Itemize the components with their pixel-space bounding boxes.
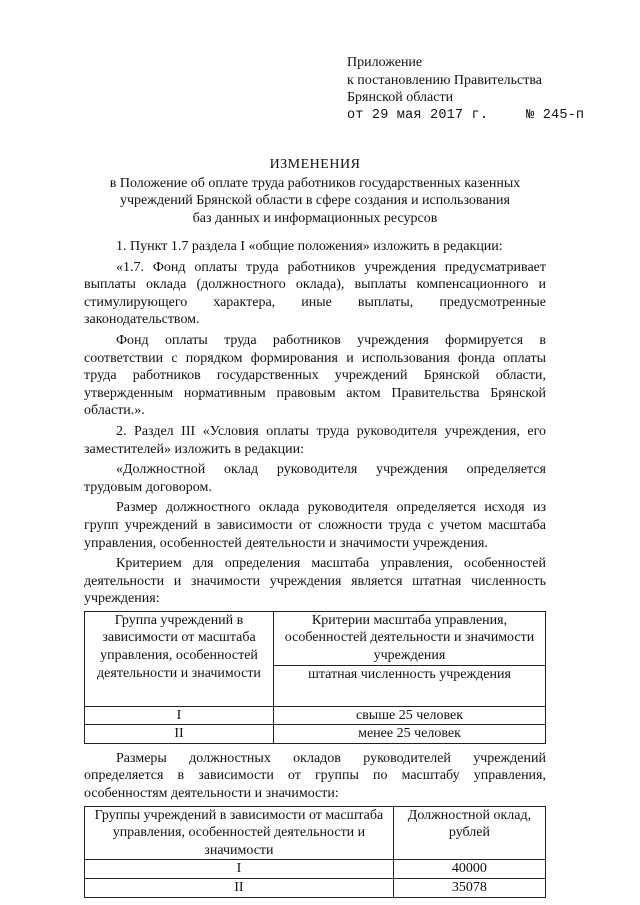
paragraph-1: 1. Пункт 1.7 раздела I «общие положения» изложить в редакции: <box>116 239 503 254</box>
table-cell: менее 25 человек <box>274 725 546 744</box>
heading-line-1: в Положение об оплате труда работников государственных казенных <box>109 175 521 191</box>
paragraph-4: 2. Раздел III «Условия оплаты труда руководителя учреждения, его заместителей» изложить в редакции: <box>84 423 546 457</box>
table-cell: свыше 25 человек <box>274 706 546 725</box>
table-header-cell: Должностной оклад, рублей <box>393 806 545 860</box>
staff-criteria-table <box>84 611 546 744</box>
document-heading <box>84 156 546 227</box>
table-cell: 40000 <box>393 860 545 879</box>
appendix-date-line <box>347 107 607 125</box>
table-header-cell: Критерии масштаба управления, особенностей деятельности и значимости учреждения <box>274 611 546 665</box>
paragraph-6: Размер должностного оклада руководителя определяется исходя из групп учреждений в зависимости от сложности труда с учетом масштаба управления, особенностей деятельности и значимости учреждения. <box>84 500 546 551</box>
salary-table <box>84 806 546 898</box>
paragraph-8: Размеры должностных окладов руководителей учреждений определяется в зависимости от группы по масштабу управления, особенностям деятельности и значимости: <box>84 750 546 802</box>
table-cell: I <box>85 860 394 879</box>
document-title: ИЗМЕНЕНИЯ <box>269 157 361 172</box>
table-row <box>85 860 546 879</box>
paragraph-2: «1.7. Фонд оплаты труда работников учреждения предусматривает выплаты оклада (должностного оклада), выплаты компенсационного и стимулирующего характера, иные выплаты, предусмотренные законодательством. <box>84 259 546 328</box>
table-row <box>85 879 546 898</box>
appendix-resolution: к постановлению Правительства <box>347 72 543 88</box>
table-cell: II <box>85 725 274 744</box>
appendix-date: от 29 мая 2017 г. <box>347 107 489 123</box>
heading-line-3: баз данных и информационных ресурсов <box>192 210 438 226</box>
table-header-row <box>85 611 546 665</box>
paragraph-3: Фонд оплаты труда работников учреждения формируется в соответствии с порядком формирования и использования фонда оплаты труда работников государственных учреждений Брянской области, утвержденным нормативным правовым актом Правительства Брянской области.». <box>84 332 546 419</box>
table-row <box>85 725 546 744</box>
table-row <box>85 706 546 725</box>
document-body <box>84 238 546 904</box>
table-header-row <box>85 806 546 860</box>
table-cell: II <box>85 879 394 898</box>
table-cell: I <box>85 706 274 725</box>
heading-line-2: учреждений Брянской области в сфере создания и использования <box>120 193 510 209</box>
appendix-block <box>347 54 607 124</box>
table-header-cell: Группа учреждений в зависимости от масштаба управления, особенностей деятельности и значимости <box>85 611 274 706</box>
appendix-region: Брянской области <box>347 90 454 106</box>
appendix-number: № 245-п <box>526 107 585 123</box>
appendix-label: Приложение <box>347 55 423 70</box>
table-cell: 35078 <box>393 879 545 898</box>
paragraph-5: «Должностной оклад руководителя учреждения определяется трудовым договором. <box>84 462 546 495</box>
paragraph-7: Критерием для определения масштаба управления, особенностей деятельности и значимости учреждения является штатная численность учреждения: <box>84 556 546 607</box>
table-header-cell: Группы учреждений в зависимости от масштаба управления, особенностей деятельности и значимости <box>85 806 394 860</box>
table-header-cell: штатная численность учреждения <box>274 665 546 706</box>
